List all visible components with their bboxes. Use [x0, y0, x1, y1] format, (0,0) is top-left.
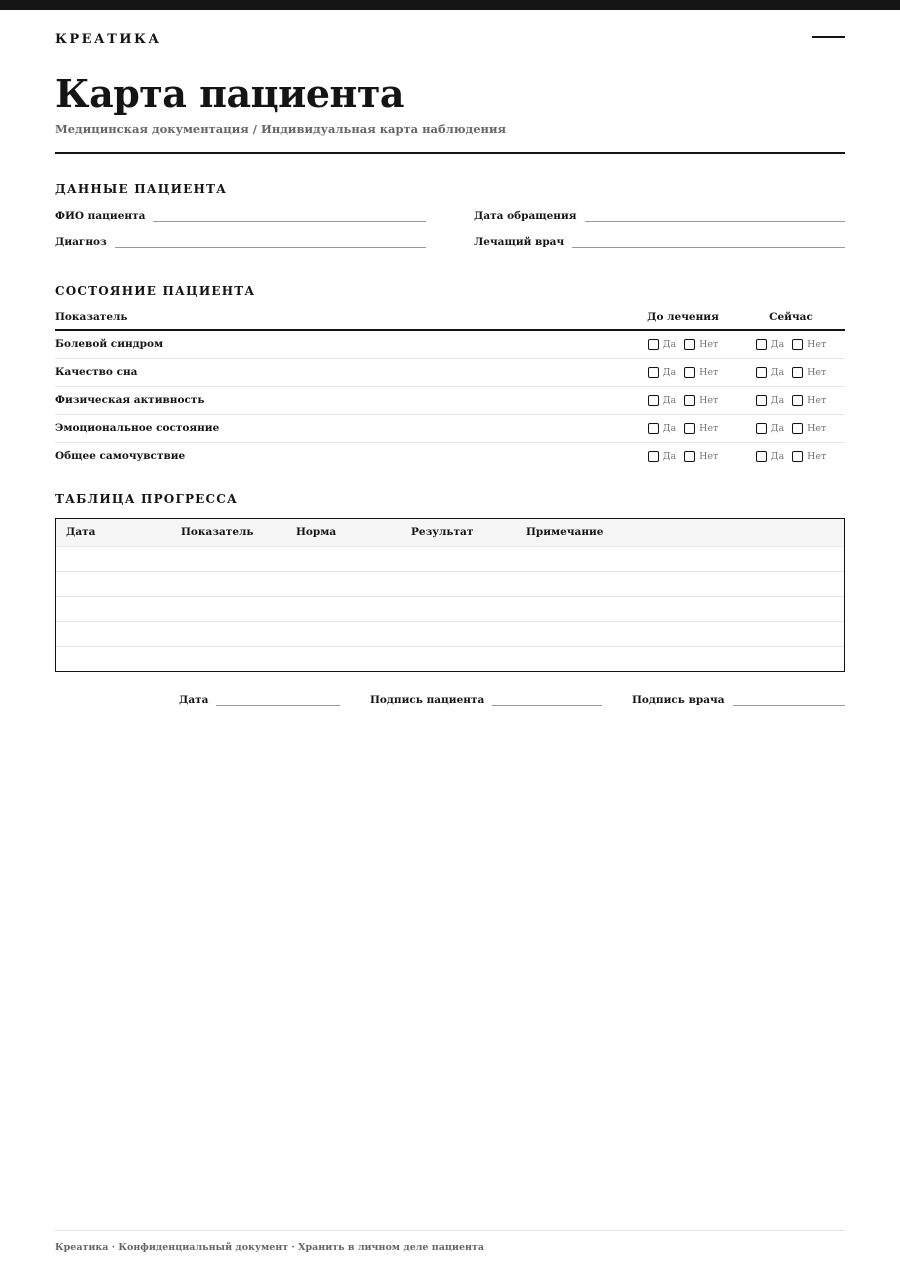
field-diagnosis: [55, 234, 426, 248]
col-date: Дата: [66, 526, 96, 538]
status-indicator-name: Эмоциональное состояние: [55, 422, 220, 434]
option-group-before: [629, 367, 737, 378]
sign-doctor: [632, 692, 845, 706]
option-yes[interactable]: [756, 367, 784, 378]
col-indicator: Показатель: [181, 526, 254, 538]
field-attending-doctor: [474, 234, 845, 248]
checkbox-no[interactable]: [792, 367, 803, 378]
top-bar: [0, 0, 900, 10]
option-label: Нет: [699, 366, 719, 378]
option-no[interactable]: [792, 339, 826, 350]
option-group-before: [629, 423, 737, 434]
option-label: Нет: [699, 338, 719, 350]
option-group-before: [629, 395, 737, 406]
option-label: Нет: [699, 422, 719, 434]
list-item: [55, 331, 845, 359]
option-label: Да: [770, 366, 785, 378]
option-group-now: [737, 339, 845, 350]
checkbox-yes[interactable]: [648, 339, 659, 350]
section-title-progress: ТАБЛИЦА ПРОГРЕССА: [55, 491, 238, 506]
list-item: [55, 443, 845, 470]
option-yes[interactable]: [756, 339, 784, 350]
option-no[interactable]: [684, 367, 718, 378]
patient-data-fields: [55, 208, 845, 248]
field-label: Дата: [179, 693, 209, 706]
option-group-now: [737, 367, 845, 378]
option-label: Да: [662, 422, 677, 434]
option-yes[interactable]: [756, 451, 784, 462]
sign-date-input[interactable]: [216, 704, 340, 706]
list-item: [55, 415, 845, 443]
page-subtitle: Медицинская документация / Индивидуальная карта наблюдения: [55, 122, 506, 136]
checkbox-yes[interactable]: [756, 451, 767, 462]
status-indicator-name: Общее самочувствие: [55, 450, 186, 462]
option-yes[interactable]: [756, 395, 784, 406]
field-label: Диагноз: [55, 236, 107, 248]
field-visit-date: [474, 208, 845, 222]
menu-dash-icon: [812, 36, 845, 38]
sign-patient: [370, 692, 602, 706]
status-indicator-name: Качество сна: [55, 366, 138, 378]
section-title-patient-data: ДАННЫЕ ПАЦИЕНТА: [55, 182, 228, 196]
option-group-before: [629, 451, 737, 462]
table-row[interactable]: [56, 546, 844, 571]
checkbox-yes[interactable]: [756, 339, 767, 350]
status-indicator-name: Физическая активность: [55, 394, 205, 406]
option-label: Нет: [807, 366, 827, 378]
option-no[interactable]: [792, 451, 826, 462]
option-group-now: [737, 423, 845, 434]
option-label: Да: [662, 366, 677, 378]
document-page: [55, 10, 845, 706]
status-indicator-name: Болевой синдром: [55, 338, 164, 350]
option-label: Да: [662, 394, 677, 406]
checkbox-no[interactable]: [792, 395, 803, 406]
checkbox-yes[interactable]: [756, 423, 767, 434]
list-item: [55, 359, 845, 387]
checkbox-no[interactable]: [684, 451, 695, 462]
option-group-now: [737, 451, 845, 462]
option-label: Нет: [807, 394, 827, 406]
col-result: Результат: [411, 526, 474, 538]
page-title: Карта пациента: [55, 71, 405, 116]
option-label: Нет: [699, 450, 719, 462]
status-table-header: [55, 310, 845, 324]
checkbox-no[interactable]: [684, 367, 695, 378]
option-label: Да: [662, 338, 677, 350]
field-full-name: [55, 208, 426, 222]
checkbox-no[interactable]: [792, 423, 803, 434]
title-divider: [55, 152, 845, 154]
visit-date-input[interactable]: [585, 220, 845, 222]
checkbox-yes[interactable]: [648, 367, 659, 378]
brand-name: КРЕАТИКА: [55, 32, 162, 47]
checkbox-yes[interactable]: [756, 367, 767, 378]
option-no[interactable]: [792, 395, 826, 406]
option-label: Да: [770, 338, 785, 350]
checkbox-yes[interactable]: [648, 423, 659, 434]
table-row[interactable]: [56, 646, 844, 671]
diagnosis-input[interactable]: [115, 246, 426, 248]
option-label: Да: [770, 422, 785, 434]
col-norm: Норма: [296, 526, 337, 538]
option-yes[interactable]: [648, 339, 676, 350]
field-label: Лечащий врач: [474, 236, 565, 248]
list-item: [55, 387, 845, 415]
option-no[interactable]: [684, 339, 718, 350]
option-label: Да: [770, 450, 785, 462]
option-no[interactable]: [684, 395, 718, 406]
checkbox-no[interactable]: [684, 339, 695, 350]
section-title-patient-state: СОСТОЯНИЕ ПАЦИЕНТА: [55, 284, 256, 298]
status-rows: [55, 331, 845, 470]
field-label: ФИО пациента: [55, 210, 146, 222]
checkbox-no[interactable]: [792, 451, 803, 462]
patient-signature-input[interactable]: [492, 704, 602, 706]
option-label: Нет: [699, 394, 719, 406]
table-row[interactable]: [56, 571, 844, 596]
progress-table: [55, 518, 845, 672]
checkbox-yes[interactable]: [756, 395, 767, 406]
field-label: Подпись врача: [632, 693, 725, 706]
col-indicator: Показатель: [55, 311, 128, 323]
col-before-treatment: До лечения: [647, 311, 719, 323]
table-row[interactable]: [56, 621, 844, 646]
option-no[interactable]: [792, 423, 826, 434]
option-label: Да: [662, 450, 677, 462]
option-no[interactable]: [792, 367, 826, 378]
option-label: Нет: [807, 422, 827, 434]
option-yes[interactable]: [648, 367, 676, 378]
option-group-before: [629, 339, 737, 350]
field-label: Дата обращения: [474, 210, 577, 222]
checkbox-yes[interactable]: [648, 451, 659, 462]
option-group-now: [737, 395, 845, 406]
option-yes[interactable]: [648, 395, 676, 406]
field-label: Подпись пациента: [370, 693, 485, 706]
option-no[interactable]: [684, 423, 718, 434]
brand-row: [55, 10, 845, 60]
footer-text: Креатика · Конфиденциальный документ · Хранить в личном деле пациента: [55, 1242, 484, 1253]
option-no[interactable]: [684, 451, 718, 462]
full-name-input[interactable]: [153, 220, 426, 222]
checkbox-yes[interactable]: [648, 395, 659, 406]
checkbox-no[interactable]: [684, 423, 695, 434]
option-label: Нет: [807, 450, 827, 462]
col-note: Примечание: [526, 526, 604, 538]
checkbox-no[interactable]: [792, 339, 803, 350]
option-yes[interactable]: [648, 423, 676, 434]
option-label: Нет: [807, 338, 827, 350]
option-yes[interactable]: [756, 423, 784, 434]
checkbox-no[interactable]: [684, 395, 695, 406]
col-now: Сейчас: [769, 311, 813, 323]
option-label: Да: [770, 394, 785, 406]
attending-doctor-input[interactable]: [572, 246, 845, 248]
progress-table-header: [56, 519, 844, 546]
table-row[interactable]: [56, 596, 844, 621]
option-yes[interactable]: [648, 451, 676, 462]
signature-row: [55, 692, 845, 706]
footer-divider: [55, 1230, 845, 1231]
sign-date: [179, 692, 340, 706]
doctor-signature-input[interactable]: [733, 704, 846, 706]
